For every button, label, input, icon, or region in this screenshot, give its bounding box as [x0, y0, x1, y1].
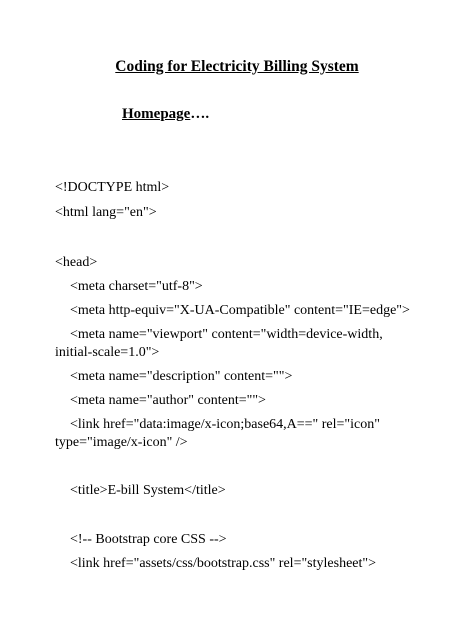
code-line: <meta name="author" content="">: [70, 393, 266, 408]
code-line: <!-- Bootstrap core CSS -->: [70, 532, 227, 547]
code-line: <title>E-bill System</title>: [70, 483, 226, 498]
section-heading-label: Homepage: [122, 106, 191, 122]
code-line: <head>: [55, 255, 98, 270]
code-line-continuation: initial-scale=1.0">: [55, 345, 160, 360]
code-line: <!DOCTYPE html>: [55, 180, 170, 195]
code-line: <link href="assets/css/bootstrap.css" rel="stylesheet">: [70, 556, 376, 571]
code-line: <html lang="en">: [55, 205, 157, 220]
code-line: <meta name="viewport" content="width=device-width,: [70, 327, 383, 342]
code-line: <link href="data:image/x-icon;base64,A==" rel="icon": [70, 417, 380, 432]
code-line: <meta http-equiv="X-UA-Compatible" content="IE=edge">: [70, 303, 410, 318]
code-line-continuation: type="image/x-icon" />: [55, 435, 188, 450]
section-heading: [122, 106, 209, 123]
document-title: Coding for Electricity Billing System: [115, 58, 359, 75]
code-line: <meta name="description" content="">: [70, 369, 293, 384]
section-heading-suffix: ….: [190, 106, 210, 122]
code-line: <meta charset="utf-8">: [70, 279, 203, 294]
